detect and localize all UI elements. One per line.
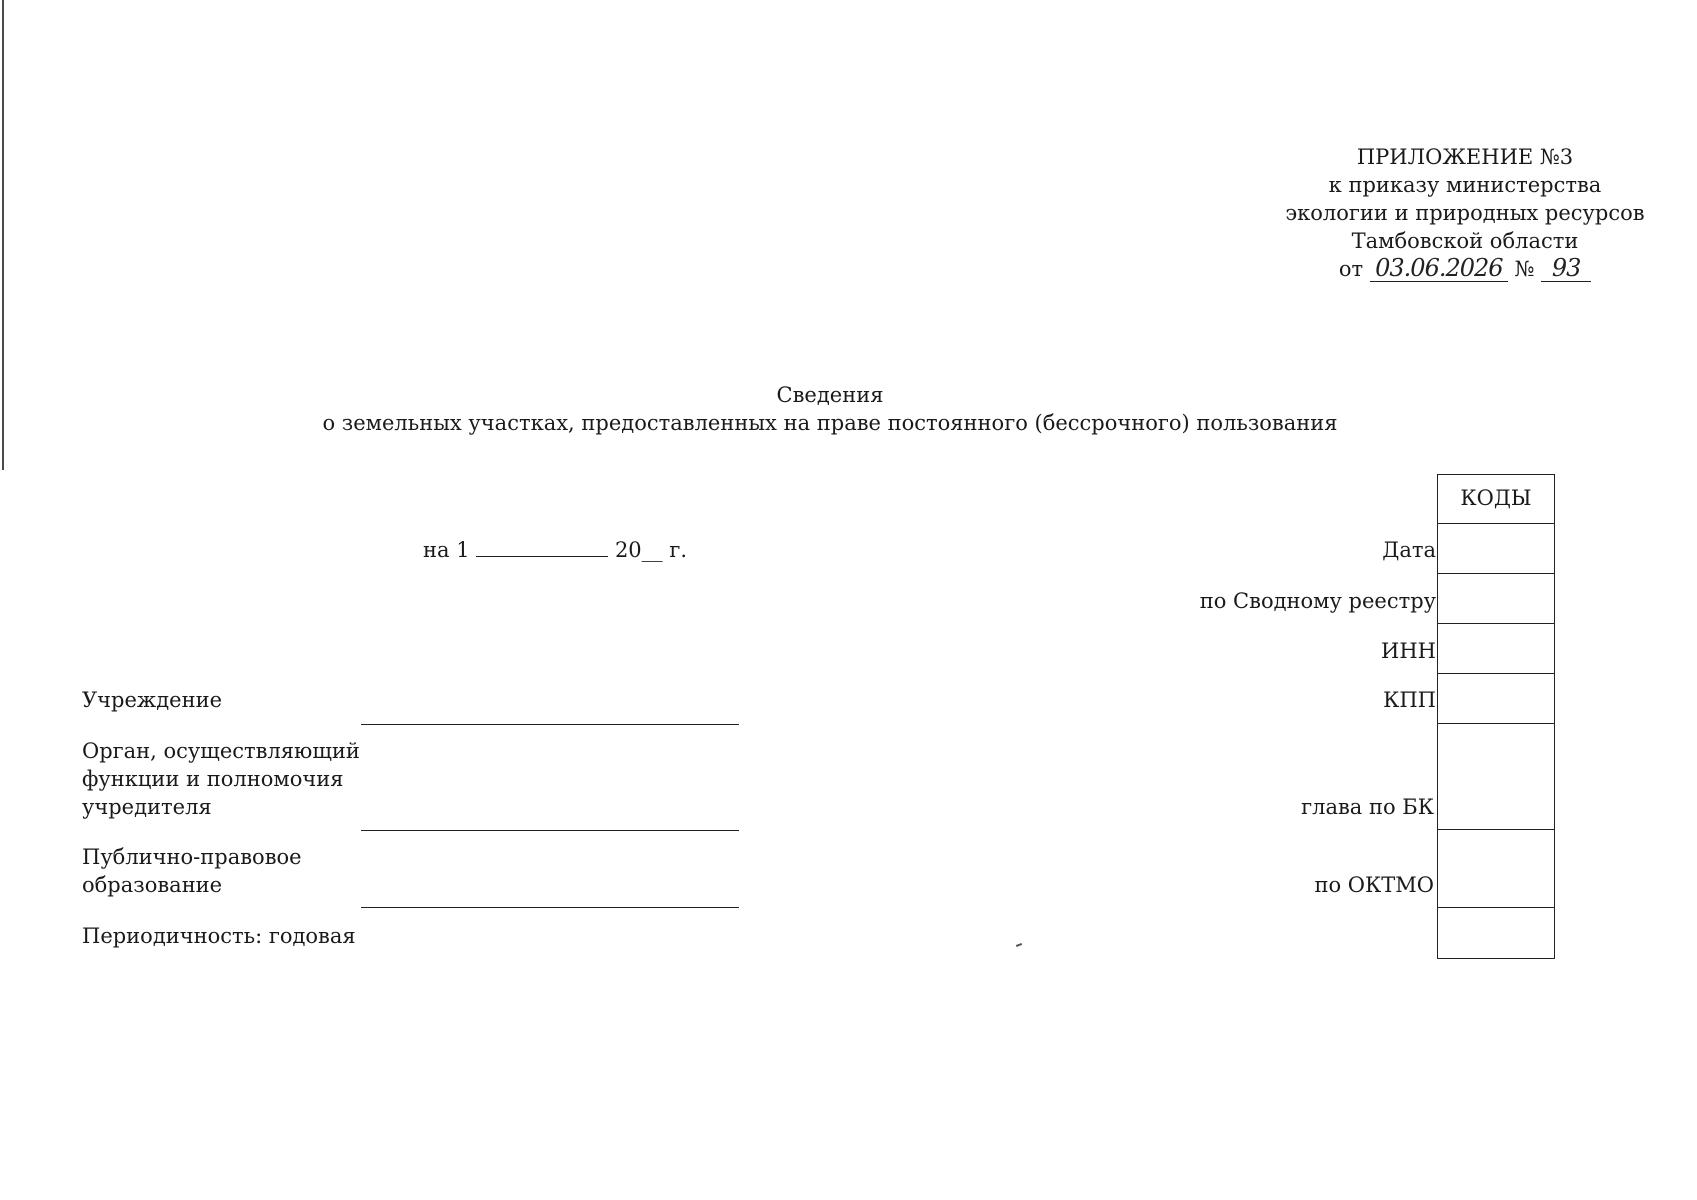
appendix-date-number <box>1185 255 1697 283</box>
handwritten-number: 93 <box>1551 254 1581 282</box>
codes-cell-registry[interactable] <box>1438 573 1554 624</box>
codes-cell-oktmo[interactable] <box>1438 829 1554 908</box>
document-title: Сведения <box>776 383 884 407</box>
appendix-title: ПРИЛОЖЕНИЕ №3 <box>1356 145 1574 169</box>
founder-label-line-2: функции и полномочия <box>82 767 344 791</box>
codes-cell-date[interactable] <box>1438 523 1554 574</box>
appendix-line-2: экологии и природных ресурсов <box>1285 201 1645 225</box>
institution-label: Учреждение <box>82 688 223 712</box>
report-date-line <box>423 536 687 564</box>
codes-table <box>1437 474 1555 959</box>
appendix-line-1: к приказу министерства <box>1328 173 1602 197</box>
codes-label-oktmo: по ОКТМО <box>1314 873 1434 897</box>
codes-label-inn: ИНН <box>1381 639 1436 663</box>
institution-underline[interactable] <box>361 724 739 725</box>
appendix-number-label: № <box>1514 257 1535 281</box>
public-entity-label-line-1: Публично-правовое <box>82 845 302 869</box>
appendix-line-3: Тамбовской области <box>1351 229 1579 253</box>
codes-header: КОДЫ <box>1460 486 1532 510</box>
scan-speck <box>1016 943 1022 947</box>
periodicity-label: Периодичность: годовая <box>82 924 356 948</box>
codes-label-date: Дата <box>1382 538 1436 562</box>
codes-label-registry: по Сводному реестру <box>1199 589 1436 613</box>
handwritten-date: 03.06.2026 <box>1375 254 1503 282</box>
codes-cell-periodicity[interactable] <box>1438 907 1554 958</box>
codes-label-chapter: глава по БК <box>1301 795 1434 819</box>
appendix-number-field <box>1541 256 1591 282</box>
founder-underline[interactable] <box>361 830 739 831</box>
founder-label-line-3: учредителя <box>82 795 212 819</box>
appendix-date-field <box>1370 256 1508 282</box>
report-date-suffix: г. <box>669 538 688 562</box>
codes-cell-inn[interactable] <box>1438 623 1554 674</box>
public-entity-underline[interactable] <box>361 907 739 908</box>
codes-cell-chapter[interactable] <box>1438 723 1554 830</box>
codes-cell-kpp[interactable] <box>1438 673 1554 724</box>
appendix-header <box>1185 143 1697 283</box>
report-date-year: 20__ <box>614 538 663 562</box>
report-date-prefix: на 1 <box>423 538 470 562</box>
document-subtitle: о земельных участках, предоставленных на праве постоянного (бессрочного) пользования <box>322 411 1338 435</box>
appendix-date-prefix: от <box>1338 257 1364 281</box>
report-date-blank[interactable] <box>476 538 608 557</box>
public-entity-label-line-2: образование <box>82 873 223 897</box>
codes-label-kpp: КПП <box>1383 688 1436 712</box>
founder-label-line-1: Орган, осуществляющий <box>82 739 360 763</box>
